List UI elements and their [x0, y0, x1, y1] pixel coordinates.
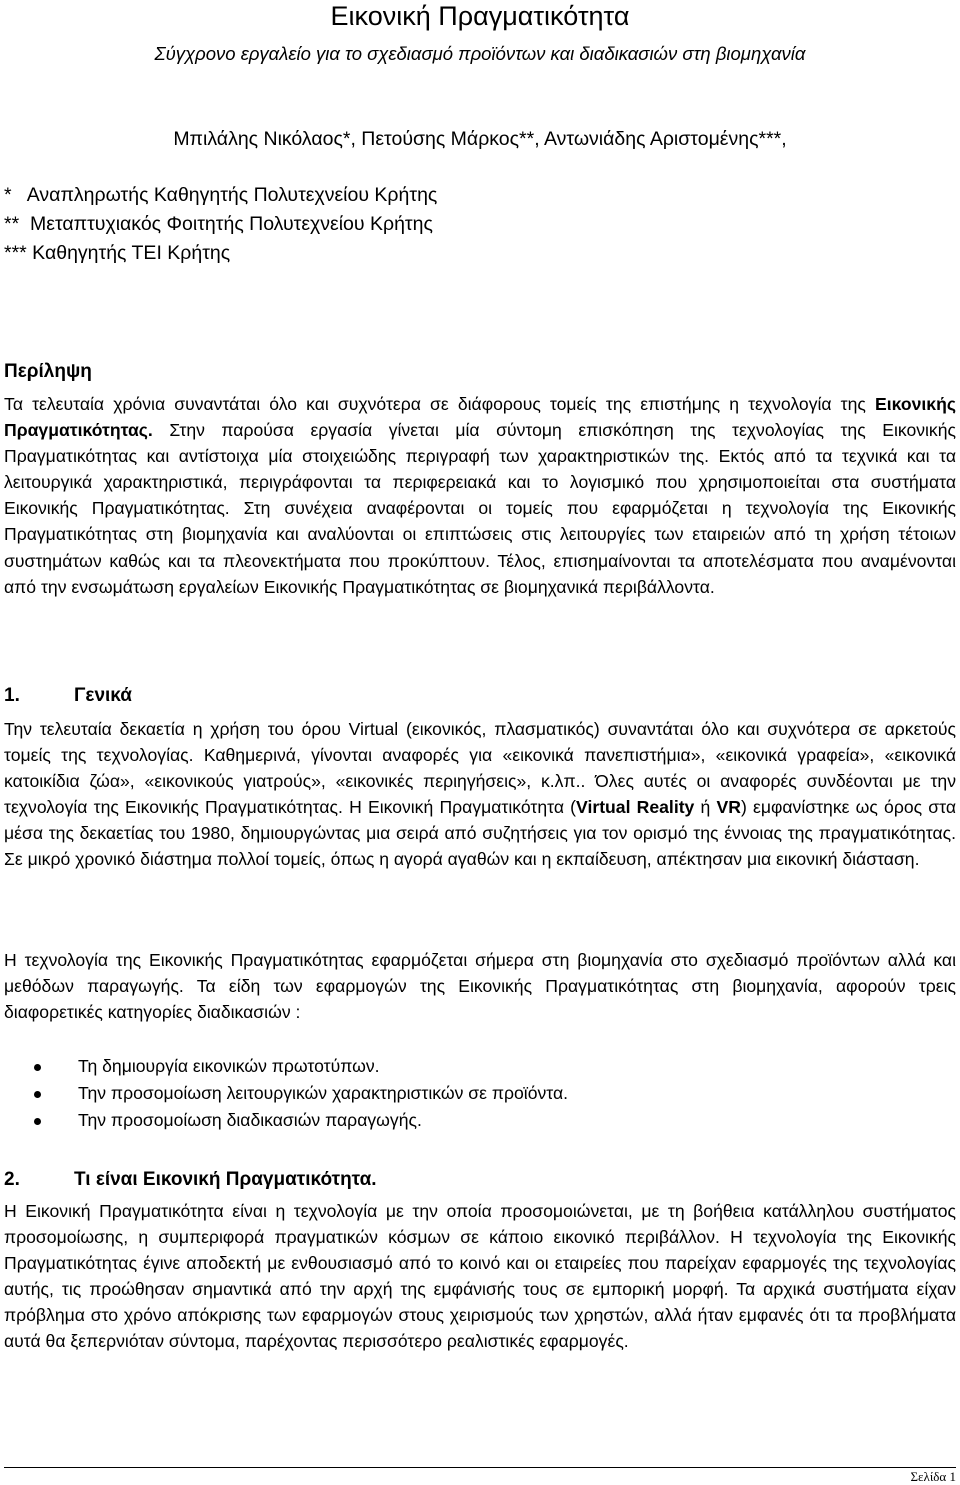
bullet-icon — [34, 1091, 41, 1098]
abstract-paragraph: Τα τελευταία χρόνια συναντάται όλο και συχνότερα σε διάφορους τομείς της επιστήμης η τεχνολογία της Εικονικής Πραγματικότητας. Στην παρούσα εργασία γίνεται μία σύντομη επισκόπηση της τεχνολογίας της Εικονικής Πραγματικότητας και αντίστοιχα μία στοιχειώδης περιγραφή των χαρακτηριστικών της. Εκτός από τα τεχνικά και τα λειτουργικά χαρακτηριστικά, περιγράφονται τα περιφερειακά και το λογισμικό που χρησιμοποιείται στα συστήματα Εικονικής Πραγματικότητας. Στη συνέχεια αναφέρονται οι τομείς που εφαρμόζεται η τεχνολογία της Εικονικής Πραγματικότητας στη βιομηχανία και αναλύονται οι επιπτώσεις στις λειτουργίες των εταιρειών από τη χρήση τέτοιων συστημάτων καθώς και τα πλεονεκτήματα που προκύπτουν. Τέλος, επισημαίνονται τα αποτελέσματα που αναμένονται από την ενσωμάτωση εργαλείων Εικονικής Πραγματικότητας σε βιομηχανικά περιβάλλοντα. — [4, 394, 956, 597]
affiliation-3: *** Καθηγητής ΤΕΙ Κρήτης — [4, 242, 231, 264]
list-item: Τη δημιουργία εικονικών πρωτοτύπων. — [0, 1053, 568, 1080]
list-item: Την προσομοίωση λειτουργικών χαρακτηριστικών σε προϊόντα. — [0, 1080, 568, 1107]
authors-line: Μπιλάλης Νικόλαος*, Πετούσης Μάρκος**, Αντωνιάδης Αριστομένης***, — [173, 128, 787, 150]
affiliation-2: ** Μεταπτυχιακός Φοιτητής Πολυτεχνείου Κρήτης — [4, 213, 433, 235]
abstract-heading: Περίληψη — [4, 361, 92, 382]
section-2-number: 2. — [4, 1169, 20, 1190]
bullet-list — [0, 1053, 568, 1134]
section-1-heading — [4, 683, 132, 709]
paper-subtitle: Σύγχρονο εργαλείο για το σχεδιασμό προϊόντων και διαδικασιών στη βιομηχανία — [154, 43, 806, 64]
section-2-title: Τι είναι Εικονική Πραγματικότητα. — [74, 1169, 377, 1190]
bullet-icon — [34, 1118, 41, 1125]
affiliation-1: * Αναπληρωτής Καθηγητής Πολυτεχνείου Κρήτης — [4, 184, 438, 206]
bullet-icon — [34, 1064, 41, 1071]
section-1-paragraph-2: Η τεχνολογία της Εικονικής Πραγματικότητας εφαρμόζεται σήμερα στη βιομηχανία στο σχεδιασμό προϊόντων αλλά και μεθόδων παραγωγής. Τα είδη των εφαρμογών της Εικονικής Πραγματικότητας στη βιομηχανία, αφορούν τρεις διαφορετικές κατηγορίες διαδικασιών : — [4, 950, 956, 1023]
footer-divider — [4, 1467, 956, 1468]
section-1-paragraph-1: Την τελευταία δεκαετία η χρήση του όρου Virtual (εικονικός, πλασματικός) συναντάται όλο και συχνότερα σε αρκετούς τομείς της τεχνολογίας. Καθημερινά, γίνονται αναφορές για «εικονικά πανεπιστήμια», «εικονικά γραφεία», «εικονικά κατοικίδια ζώα», «εικονικούς γιατρούς», «εικονικές περιηγήσεις», κ.λπ.. Όλες αυτές οι αναφορές συνδέονται με την τεχνολογία της Εικονικής Πραγματικότητας. Η Εικονική Πραγματικότητα (Virtual Reality ή VR) εμφανίστηκε ως όρος στα μέσα της δεκαετίας του 1980, δημιουργώντας μια σειρά από συζητήσεις για τον ορισμό της έννοιας της πραγματικότητας. Σε μικρό χρονικό διάστημα πολλοί τομείς, όπως η αγορά αγαθών και η εκπαίδευση, απέκτησαν μια εικονική διάσταση. — [4, 719, 957, 870]
section-1-number: 1. — [4, 685, 20, 706]
section-1-title: Γενικά — [74, 685, 132, 706]
paper-title: Εικονική Πραγματικότητα — [330, 1, 630, 31]
list-item: Την προσομοίωση διαδικασιών παραγωγής. — [0, 1107, 568, 1134]
section-2-heading — [4, 1167, 377, 1193]
page-number: Σελίδα 1 — [910, 1469, 956, 1484]
section-2-paragraph-1: Η Εικονική Πραγματικότητα είναι η τεχνολογία με την οποία προσομοιώνεται, με τη βοήθεια κατάλληλου συστήματος προσομοίωσης, η συμπεριφορά πραγματικών κόσμων σε κάποιο εικονικό περιβάλλον. Η τεχνολογία της Εικονικής Πραγματικότητας έγινε αποδεκτή με ενθουσιασμό από το κοινό και οι εταιρείες που παρείχαν εφαρμογές της τεχνολογίας αυτής, τις προώθησαν σημαντικά από την αρχή της εμφάνισής τους σε εμπορική μορφή. Τα αρχικά συστήματα είχαν πρόβλημα στο χρόνο απόκρισης των εφαρμογών στους χειρισμούς των χρηστών, αλλά ήταν εμφανές ότι τα προβλήματα αυτά θα ξεπερνιόταν σύντομα, παρέχοντας περισσότερο ρεαλιστικές εφαρμογές. — [4, 1201, 956, 1352]
